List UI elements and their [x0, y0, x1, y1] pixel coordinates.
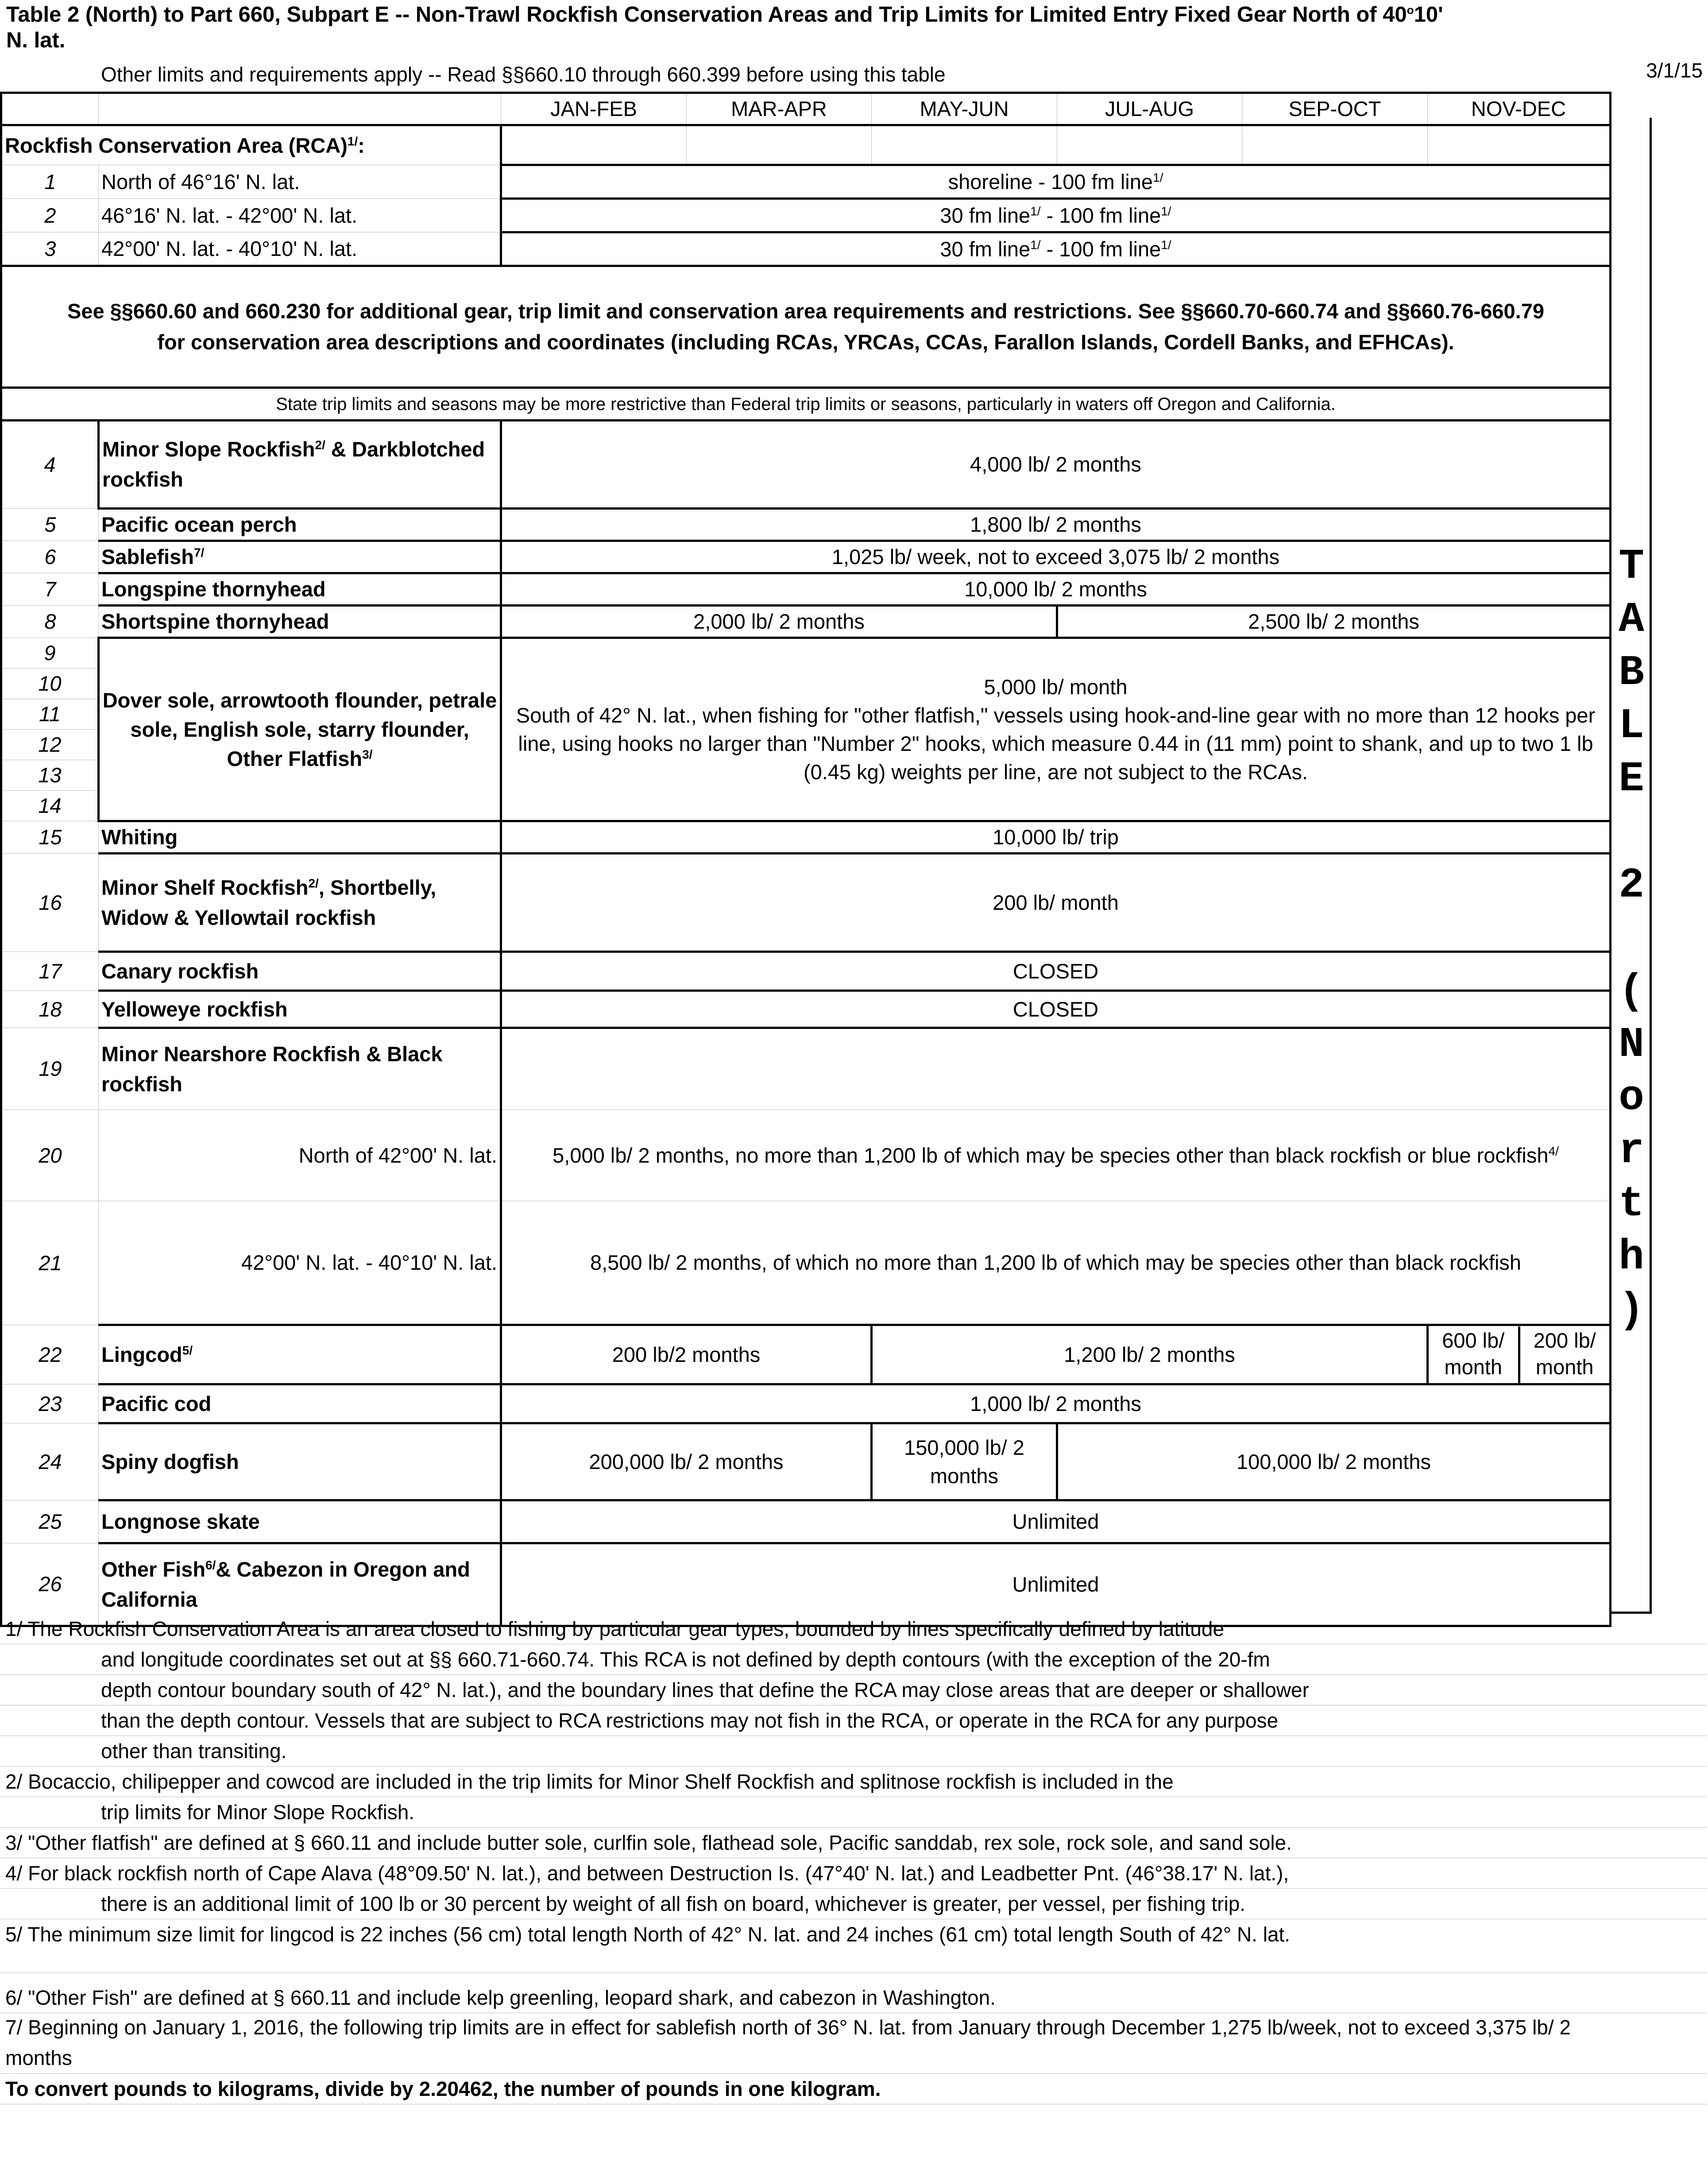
table-row: 4 Minor Slope Rockfish$^{2/}$ & Darkblotched rockfish 4,000 lb/ 2 months: [1, 421, 1611, 509]
footnote-line: and longitude coordinates set out at §§ 660.71-660.74. This RCA is not defined by depth contours (with the exception of the 20-fm: [0, 1644, 1707, 1675]
lingcod-sep-oct-value: 600 lb/ month: [1429, 1326, 1520, 1383]
side-title: T A B L E 2 ( N o r t h ): [1619, 542, 1644, 1334]
footnotes: 1/ The Rockfish Conservation Area is an area closed to fishing by particular gear types, bounded by lines specifically defined by latitude and longitude coordinates set out at §§ 660.71-660.74. This RCA is not defined by depth contours (with the exception of the 20-fm depth contour boundary south of 42° N. lat.), and the boundary lines that define the RCA may close areas that are deeper or shallower than the depth contour. Vessels that are subject to RCA restrictions may not fish in the RCA, or operate in the RCA for any purpose other than transiting. 2/ Bocaccio, chilipepper and cowcod are included in the trip limits for Minor Shelf Rockfish and splitnose rockfish is included in the trip limits for Minor Slope Rockfish. 3/ "Other flatfish" are defined at § 660.11 and include butter sole, curlfin sole, flathead sole, Pacific sanddab, rex sole, rock sole, and sand sole. 4/ For black rockfish north of Cape Alava (48°09.50' N. lat.), and between Destruction Is. (47°40' N. lat.) and Leadbetter Pnt. (46°38.17' N. lat.), there is an additional limit of 100 lb or 30 percent by weight of all fish on board, whichever is greater, per vessel, per fishing trip. 5/ The minimum size limit for lingcod is 22 inches (56 cm) total length North of 42° N. lat. and 24 inches (61 cm) total length South of 42° N. lat. 6/ "Other Fish" are defined at § 660.11 and include kelp greenling, leopard shark, and cabezon in Washington. 7/ Beginning on January 1, 2016, the following trip limits are in effect for sablefish north of 36° N. lat. from January through December 1,275 lb/week, not to exceed 3,375 lb/ 2 months To convert pounds to kilograms, divide by 2.20462, the number of pounds in one kilogram.: [0, 1614, 1707, 2104]
table-row: 20 North of 42°00' N. lat. 5,000 lb/ 2 months, no more than 1,200 lb of which may be species other than black rockfish or blue rockfish$^{4/}$: [1, 1110, 1611, 1201]
table-row: 22 Lingcod$^{5/}$ 200 lb/2 months 1,200 lb/ 2 months 600 lb/ month 200 lb/ month: [1, 1325, 1611, 1384]
footnote-line: there is an additional limit of 100 lb or 30 percent by weight of all fish on board, whichever is greater, per vessel, per fishing trip.: [0, 1889, 1707, 1919]
lingcod-nov-dec-value: 200 lb/ month: [1533, 1328, 1596, 1379]
period-header: MAR-APR: [687, 93, 872, 125]
footnote-line: other than transiting.: [0, 1736, 1707, 1767]
table-row: 26 Other Fish$^{6/}$& Cabezon in Oregon and California Unlimited: [1, 1543, 1611, 1626]
table-row: 21 42°00' N. lat. - 40°10' N. lat. 8,500 lb/ 2 months, of which no more than 1,200 lb of which may be species other than black rockfish: [1, 1201, 1611, 1325]
table-row: 1 North of 46°16' N. lat. shoreline - 100 fm line$^{1/}$: [1, 165, 1611, 199]
table-row: 15 Whiting 10,000 lb/ trip: [1, 821, 1611, 854]
footnote-line: 4/ For black rockfish north of Cape Alava (48°09.50' N. lat.), and between Destruction Is. (47°40' N. lat.) and Leadbetter Pnt. (46°38.17' N. lat.),: [0, 1858, 1707, 1889]
trip-limits-table: JAN-FEB MAR-APR MAY-JUN JUL-AUG SEP-OCT NOV-DEC Rockfish Conservation Area (RCA)$^{1/}$: 1 North of 46°16' N. lat. shoreline - 100 fm line$^{1/}$ 2 46°16' N. lat. - 42°00' N. lat. 30 fm line$^{1/}$ - 100 fm line$^{1/}$ 3 42°00' N. lat. - 40°10' N. lat. 30 fm line$^{1/}$ - 100 fm line$^{1/}$ See §§660.60 and 660.230 for additional gear, trip limit and conservation area requirements and restrictions. See §§660.70-660.74 and §§660.76-660.79 for conservation area descriptions and coordinates (including RCAs, YRCAs, CCAs, Farallon Islands, Cordell Banks, and EFHCAs). State trip limits and seasons may be more restrictive than Federal trip limits or seasons, particularly in waters off Oregon and California. 4 Minor Slope Rockfish$^{2/}$ & Darkblotched rockfish 4,000 lb/ 2 months 5 Pacific ocean perch 1,800 lb/ 2 months 6 Sablefish$^{7/}$ 1,025 lb/ week, not to exceed 3,075 lb/ 2 months 7 Longspine thornyhead 10,000 lb/ 2 months 8 Shortspine thornyhead 2,000 lb/ 2 months 2,500 lb/ 2 months 9 Dover sole, arrowtooth flounder, petrale sole, English sole, starry flounder, Other Flatfish$^{3/}$ 5,000 lb/ month South of 42° N. lat., when fishing for "other flatfish," vessels using hook-and-line gear with no more than 12 hooks per line, using hooks no larger than "Number 2" hooks, which measure 0.44 in (11 mm) point to shank, and up to two 1 lb (0.45 kg) weights per line, are not subject to the RCAs. 10 11 12 13 14 15 Whiting 10,000 lb/ trip 16 Minor Shelf Rockfish$^{2/}$, Shortbelly, Widow & Yellowtail rockfish 200 lb/ month 17 Canary rockfish CLOSED 18 Yelloweye rockfish CLOSED 19 Minor Nearshore Rockfish & Black rockfish 20 North of 42°00' N. lat. 5,000 lb/ 2 months, no more than 1,200 lb of which may be species other than black rockfish or blue rockfish$^{4/}$ 21 42°00' N. lat. - 40°10' N. lat. 8,500 lb/ 2 months, of which no more than 1,200 lb of which may be species other than black rockfish 22 Lingcod$^{5/}$ 200 lb/2 months 1,200 lb/ 2 months 600 lb/ month 200 lb/ month 23 Pacific cod 1,000 lb/ 2 months 24 Spiny dogfish 200,000 lb/ 2 months 150,000 lb/ 2 months 100,000 lb/ 2 months 25 Longnose skate Unlimited 26 Other Fish$^{6/}$& Cabezon in Oregon and California Unlimited: [0, 92, 1611, 1627]
table-row: 5 Pacific ocean perch 1,800 lb/ 2 months: [1, 509, 1611, 541]
table-row: 25 Longnose skate Unlimited: [1, 1500, 1611, 1543]
footnote-line: 2/ Bocaccio, chilipepper and cowcod are included in the trip limits for Minor Shelf Rockfish and splitnose rockfish is included in the: [0, 1767, 1707, 1797]
table-row: 7 Longspine thornyhead 10,000 lb/ 2 months: [1, 573, 1611, 606]
period-header: SEP-OCT: [1242, 93, 1428, 125]
flatfish-limits: 5,000 lb/ month South of 42° N. lat., when fishing for "other flatfish," vessels using hook-and-line gear with no more than 12 hooks per line, using hooks no larger than "Number 2" hooks, which measure 0.44 in (11 mm) point to shank, and up to two 1 lb (0.45 kg) weights per line, are not subject to the RCAs.: [501, 638, 1611, 821]
footnote-line: 1/ The Rockfish Conservation Area is an area closed to fishing by particular gear types, bounded by lines specifically defined by latitude: [0, 1614, 1707, 1644]
rca-heading: Rockfish Conservation Area (RCA)$^{1/}$:: [1, 125, 501, 165]
table-row: 23 Pacific cod 1,000 lb/ 2 months: [1, 1384, 1611, 1423]
table-date: 3/1/15: [1646, 59, 1703, 82]
footnote-line: 3/ "Other flatfish" are defined at § 660.11 and include butter sole, curlfin sole, flathead sole, Pacific sanddab, rex sole, rock sole, and sand sole.: [0, 1828, 1707, 1858]
table-row: 16 Minor Shelf Rockfish$^{2/}$, Shortbelly, Widow & Yellowtail rockfish 200 lb/ month: [1, 854, 1611, 952]
footnote-line: depth contour boundary south of 42° N. lat.), and the boundary lines that define the RCA may close areas that are deeper or shallower: [0, 1675, 1707, 1705]
footnote-line: trip limits for Minor Slope Rockfish.: [0, 1797, 1707, 1828]
flatfish-label: Dover sole, arrowtooth flounder, petrale sole, English sole, starry flounder, Other Flatfish$^{3/}$: [99, 638, 501, 821]
table-row: 19 Minor Nearshore Rockfish & Black rockfish: [1, 1028, 1611, 1110]
footnote-line: 6/ "Other Fish" are defined at § 660.11 and include kelp greenling, leopard shark, and cabezon in Washington.: [0, 1973, 1707, 2013]
table-row: 24 Spiny dogfish 200,000 lb/ 2 months 150,000 lb/ 2 months 100,000 lb/ 2 months: [1, 1423, 1611, 1500]
table-row: 6 Sablefish$^{7/}$ 1,025 lb/ week, not to exceed 3,075 lb/ 2 months: [1, 541, 1611, 573]
period-header: JUL-AUG: [1057, 93, 1242, 125]
table-row: 18 Yelloweye rockfish CLOSED: [1, 991, 1611, 1028]
table-row: 9 Dover sole, arrowtooth flounder, petrale sole, English sole, starry flounder, Other Flatfish$^{3/}$ 5,000 lb/ month South of 42° N. lat., when fishing for "other flatfish," vessels using hook-and-line gear with no more than 12 hooks per line, using hooks no larger than "Number 2" hooks, which measure 0.44 in (11 mm) point to shank, and up to two 1 lb (0.45 kg) weights per line, are not subject to the RCAs.: [1, 638, 1611, 669]
page-title: Table 2 (North) to Part 660, Subpart E -- Non-Trawl Rockfish Conservation Areas and Trip Limits for Limited Entry Fixed Gear North of 40$^o$10' N. lat.: [6, 3, 1443, 52]
footnote-line: 5/ The minimum size limit for lingcod is 22 inches (56 cm) total length North of 42° N. lat. and 24 inches (61 cm) total length South of 42° N. lat.: [0, 1919, 1707, 1973]
conversion-note: To convert pounds to kilograms, divide by 2.20462, the number of pounds in one kilogram.: [0, 2074, 1707, 2104]
period-header: MAY-JUN: [872, 93, 1057, 125]
footnote-line: than the depth contour. Vessels that are subject to RCA restrictions may not fish in the RCA, or operate in the RCA for any purpose: [0, 1705, 1707, 1736]
state-limits-note: State trip limits and seasons may be more restrictive than Federal trip limits or seasons, particularly in waters off Oregon and California.: [1, 388, 1611, 421]
period-header: JAN-FEB: [501, 93, 687, 125]
footnote-line: 7/ Beginning on January 1, 2016, the following trip limits are in effect for sablefish north of 36° N. lat. from January through December 1,275 lb/week, not to exceed 3,375 lb/ 2: [0, 2013, 1707, 2074]
requirements-note: Other limits and requirements apply -- Read §§660.10 through 660.399 before using this table: [101, 63, 946, 86]
table-row: 3 42°00' N. lat. - 40°10' N. lat. 30 fm line$^{1/}$ - 100 fm line$^{1/}$: [1, 232, 1611, 266]
table-row: 2 46°16' N. lat. - 42°00' N. lat. 30 fm line$^{1/}$ - 100 fm line$^{1/}$: [1, 199, 1611, 232]
see-regulations-note: See §§660.60 and 660.230 for additional gear, trip limit and conservation area requirements and restrictions. See §§660.70-660.74 and §§660.76-660.79 for conservation area descriptions and coordinates (including RCAs, YRCAs, CCAs, Farallon Islands, Cordell Banks, and EFHCAs).: [1, 266, 1611, 388]
period-header: NOV-DEC: [1428, 93, 1611, 125]
table-row: 8 Shortspine thornyhead 2,000 lb/ 2 months 2,500 lb/ 2 months: [1, 606, 1611, 638]
table-row: 17 Canary rockfish CLOSED: [1, 952, 1611, 991]
